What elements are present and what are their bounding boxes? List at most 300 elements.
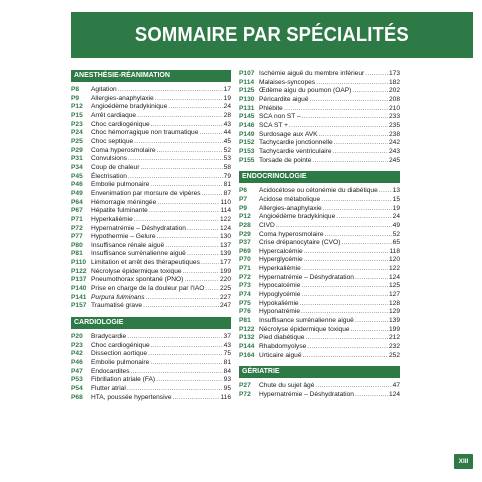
entry-page: 47 xyxy=(392,382,400,390)
entry-code: P137 xyxy=(71,276,87,284)
toc-entry[interactable] xyxy=(239,79,400,88)
entry-title: Hyponatrémie xyxy=(259,308,301,316)
leader-dots xyxy=(173,394,220,403)
entry-code: P153 xyxy=(239,147,255,155)
toc-entry[interactable] xyxy=(239,308,400,317)
title-banner xyxy=(71,12,473,58)
entry-page: 15 xyxy=(392,195,400,203)
leader-dots xyxy=(304,248,389,257)
leader-dots xyxy=(289,122,388,131)
toc-entry[interactable] xyxy=(71,259,231,268)
toc-entry[interactable] xyxy=(71,173,231,182)
entry-title: Chute du sujet âgé xyxy=(259,382,315,390)
entry-title: Rhabdomyolyse xyxy=(259,343,307,351)
leader-dots xyxy=(127,385,223,394)
leader-dots xyxy=(301,308,388,317)
toc-entry[interactable] xyxy=(71,112,231,121)
entry-page: 242 xyxy=(388,139,400,147)
toc-entry[interactable] xyxy=(239,300,400,309)
toc-entry[interactable] xyxy=(239,113,400,122)
entry-title: SCA non ST – xyxy=(259,113,301,121)
entry-page: 139 xyxy=(219,250,231,258)
entry-code: P132 xyxy=(239,334,255,342)
entry-page: 65 xyxy=(392,239,400,247)
entry-page: 235 xyxy=(388,121,400,129)
leader-dots xyxy=(157,147,223,156)
toc-entry[interactable] xyxy=(239,213,400,222)
toc-entry[interactable] xyxy=(71,207,231,216)
entry-title: Nécrolyse épidermique toxique xyxy=(259,325,350,333)
entry-code: P20 xyxy=(71,333,83,341)
leader-dots xyxy=(341,239,391,248)
toc-entry[interactable] xyxy=(239,265,400,274)
entry-page: 84 xyxy=(223,367,231,375)
toc-entry[interactable] xyxy=(71,181,231,190)
toc-entry[interactable] xyxy=(71,164,231,173)
toc-entry[interactable] xyxy=(239,131,400,140)
leader-dots xyxy=(316,79,388,88)
entry-title: Électrisation xyxy=(91,172,127,180)
toc-entry[interactable] xyxy=(239,222,400,231)
entry-code: P140 xyxy=(71,285,87,293)
entry-code: P71 xyxy=(239,265,251,273)
entry-title: Insuffisance surrénalienne aiguë xyxy=(259,317,354,325)
entry-page: 227 xyxy=(219,293,231,301)
entry-page: 49 xyxy=(392,221,400,229)
toc-entry[interactable] xyxy=(239,326,400,335)
entry-title: Œdème aigu du poumon (OAP) xyxy=(259,87,352,95)
entry-title: Choc septique xyxy=(91,137,134,145)
leader-dots xyxy=(140,164,222,173)
toc-entry[interactable] xyxy=(71,276,231,285)
entry-title: Urticaire aiguë xyxy=(259,351,302,359)
entry-code: P157 xyxy=(71,302,87,310)
entry-title: Surdosage aux AVK xyxy=(259,130,318,138)
toc-entry[interactable] xyxy=(71,216,231,225)
entry-title: Flutter atrial xyxy=(91,385,126,392)
entry-code: P28 xyxy=(239,221,251,229)
section-heading: ANESTHÉSIE-RÉANIMATION xyxy=(71,70,231,82)
entry-title: Choc cardiogénique xyxy=(91,341,150,349)
entry-title: SCA ST + xyxy=(259,121,289,129)
entry-code: P12 xyxy=(71,103,83,111)
entry-page: 53 xyxy=(223,155,231,163)
entry-code: P12 xyxy=(239,213,251,221)
entry-code: P53 xyxy=(71,376,83,384)
entry-title: Ischémie aiguë du membre inférieur xyxy=(259,70,365,77)
entry-page: 19 xyxy=(223,94,231,102)
entry-page: 81 xyxy=(223,181,231,189)
entry-code: P54 xyxy=(71,385,83,392)
entry-page: 225 xyxy=(219,285,231,293)
entry-title: Limitation et arrêt des thérapeutiques xyxy=(91,259,200,267)
entry-page: 75 xyxy=(223,350,231,358)
leader-dots xyxy=(284,105,388,114)
toc-entry[interactable] xyxy=(239,391,400,400)
leader-dots xyxy=(157,199,219,208)
entry-code: P45 xyxy=(71,172,83,180)
entry-code: P8 xyxy=(71,86,80,93)
toc-entry[interactable] xyxy=(71,121,231,130)
entry-title: Malaises-syncopes xyxy=(259,78,316,86)
entry-title: Hémorragie méningée xyxy=(91,198,157,206)
entry-title: Allergies-anaphylaxie xyxy=(259,204,322,212)
entry-title: Coma hyperosmolaire xyxy=(259,230,324,238)
leader-dots xyxy=(205,285,219,294)
section-heading: ENDOCRINOLOGIE xyxy=(239,171,400,183)
entry-title: Insuffisance rénale aiguë xyxy=(91,241,165,249)
toc-entry[interactable] xyxy=(239,187,400,196)
leader-dots xyxy=(309,96,388,105)
entry-title: Embolie pulmonaire xyxy=(91,359,150,367)
entry-code: P23 xyxy=(71,120,83,128)
entry-title: Envenimation par morsure de vipères xyxy=(91,189,201,197)
entry-title: Angioédème bradykinique xyxy=(259,213,336,221)
entry-page: 130 xyxy=(219,233,231,241)
entry-code: P71 xyxy=(71,215,83,223)
section-heading: CARDIOLOGIE xyxy=(71,317,231,329)
entry-code: P6 xyxy=(239,187,248,195)
entry-title: Hypokaliémie xyxy=(259,299,299,307)
leader-dots xyxy=(155,95,223,104)
entry-code: P27 xyxy=(239,382,251,390)
entry-page: 210 xyxy=(388,104,400,112)
entry-code: P149 xyxy=(239,130,255,138)
toc-entry[interactable] xyxy=(239,317,400,326)
toc-entry[interactable] xyxy=(239,122,400,131)
toc-entry[interactable] xyxy=(71,385,231,394)
leader-dots xyxy=(301,282,388,291)
entry-code: P34 xyxy=(71,163,83,171)
leader-dots xyxy=(321,196,391,205)
toc-entry[interactable] xyxy=(239,274,400,283)
leader-dots xyxy=(302,113,388,122)
entry-code: P67 xyxy=(71,207,83,215)
leader-dots xyxy=(312,157,388,166)
entry-page: 124 xyxy=(219,224,231,232)
leader-dots xyxy=(134,138,223,147)
entry-page: 116 xyxy=(220,393,231,401)
toc-entry[interactable] xyxy=(239,282,400,291)
leader-dots xyxy=(156,376,223,385)
toc-entry[interactable] xyxy=(71,129,231,138)
entry-code: P9 xyxy=(239,204,248,212)
entry-title: Hypocalcémie xyxy=(259,282,301,290)
toc-entry[interactable] xyxy=(239,291,400,300)
leader-dots xyxy=(201,259,219,268)
leader-dots xyxy=(319,131,388,140)
toc-entry[interactable] xyxy=(71,138,231,147)
entry-code: P31 xyxy=(71,155,83,163)
leader-dots xyxy=(199,129,222,138)
toc-entry[interactable] xyxy=(71,394,231,403)
entry-code: P23 xyxy=(71,341,83,349)
leader-dots xyxy=(355,317,388,326)
entry-page: 137 xyxy=(219,241,231,249)
entry-title: Hyperglycémie xyxy=(259,256,303,264)
toc-entry[interactable] xyxy=(239,239,400,248)
entry-page: 182 xyxy=(388,78,400,86)
entry-page: 233 xyxy=(388,113,400,121)
leader-dots xyxy=(301,291,388,300)
entry-page: 45 xyxy=(223,137,231,145)
entry-page: 44 xyxy=(223,129,231,137)
entry-page: 232 xyxy=(388,343,400,351)
leader-dots xyxy=(165,242,219,251)
entry-code: P9 xyxy=(71,94,80,102)
entry-title: Crise drépanocytaire (CVO) xyxy=(259,239,341,247)
toc-entry[interactable] xyxy=(71,359,231,368)
toc-entry[interactable] xyxy=(239,148,400,157)
toc-entry[interactable] xyxy=(239,334,400,343)
leader-dots xyxy=(149,207,220,216)
entry-title: Acidose métabolique xyxy=(259,195,321,203)
entry-page: 220 xyxy=(219,276,231,284)
toc-entry[interactable] xyxy=(71,233,231,242)
toc-entry[interactable] xyxy=(71,199,231,208)
entry-code: P29 xyxy=(71,146,83,154)
toc-entry[interactable] xyxy=(239,157,400,166)
toc-entry[interactable] xyxy=(239,352,400,361)
entry-code: P152 xyxy=(239,139,255,147)
leader-dots xyxy=(336,213,391,222)
leader-dots xyxy=(118,86,223,95)
toc-entry[interactable] xyxy=(71,333,231,342)
leader-dots xyxy=(187,250,219,259)
entry-title: Insuffisance surrénalienne aiguë xyxy=(91,250,186,258)
entry-page: 208 xyxy=(388,95,400,103)
entry-code: P122 xyxy=(239,325,255,333)
entry-page: 252 xyxy=(388,351,400,359)
toc-entry[interactable] xyxy=(239,70,400,79)
entry-page: 128 xyxy=(388,299,400,307)
entry-page: 124 xyxy=(388,273,400,281)
entry-code: P7 xyxy=(239,195,248,203)
entry-code: P46 xyxy=(71,181,83,189)
toc-entry[interactable] xyxy=(71,147,231,156)
toc-entry[interactable] xyxy=(239,231,400,240)
entry-code: P146 xyxy=(239,121,255,129)
entry-title: Hypernatrémie – Déshydratation xyxy=(259,273,354,281)
toc-entry[interactable] xyxy=(71,103,231,112)
entry-code: P114 xyxy=(239,78,255,86)
entry-title: Hypernatrémie – Déshydratation xyxy=(91,224,186,232)
toc-entry[interactable] xyxy=(71,285,231,294)
toc-entry[interactable] xyxy=(71,268,231,277)
entry-title: Choc cardiogénique xyxy=(91,120,150,128)
leader-dots xyxy=(351,326,388,335)
leader-dots xyxy=(325,231,392,240)
entry-code: P145 xyxy=(239,113,255,121)
entry-page: 129 xyxy=(388,308,400,316)
leader-dots xyxy=(148,350,223,359)
entry-title: Hypoglycémie xyxy=(259,291,301,299)
entry-title: Hypercalcémie xyxy=(259,247,303,255)
entry-title: Torsade de pointe xyxy=(259,156,312,164)
toc-entry[interactable] xyxy=(239,196,400,205)
entry-page: 139 xyxy=(388,317,400,325)
entry-code: P29 xyxy=(239,230,251,238)
left-column xyxy=(71,70,231,402)
entry-page: 58 xyxy=(223,163,231,171)
page-number-badge: XIII xyxy=(454,454,473,469)
entry-code: P141 xyxy=(71,293,87,301)
entry-code: P64 xyxy=(71,198,83,206)
entry-title: Dissection aortique xyxy=(91,350,148,358)
toc-entry[interactable] xyxy=(239,139,400,148)
entry-code: P110 xyxy=(71,259,87,267)
toc-entry[interactable] xyxy=(71,250,231,259)
leader-dots xyxy=(323,205,392,214)
entry-code: P76 xyxy=(239,308,251,316)
toc-entry[interactable] xyxy=(71,302,231,311)
entry-title: Coup de chaleur xyxy=(91,163,140,171)
toc-entry[interactable] xyxy=(239,382,400,391)
leader-dots xyxy=(150,359,222,368)
entry-page: 79 xyxy=(223,172,231,180)
entry-title: Péricardite aiguë xyxy=(259,95,309,103)
toc-entry[interactable] xyxy=(239,256,400,265)
entry-code: P164 xyxy=(239,351,255,359)
leader-dots xyxy=(157,233,219,242)
leader-dots xyxy=(131,368,223,377)
entry-page: 199 xyxy=(219,267,231,275)
entry-page: 125 xyxy=(388,282,400,290)
toc-entry[interactable] xyxy=(71,242,231,251)
entry-page: 19 xyxy=(392,204,400,212)
entry-title: Agitation xyxy=(91,86,117,93)
toc-entry[interactable] xyxy=(239,96,400,105)
entry-title: Tachycardie ventriculaire xyxy=(259,147,332,155)
entry-page: 93 xyxy=(223,376,231,384)
entry-title: Tachycardie jonctionnelle xyxy=(259,139,333,147)
entry-page: 43 xyxy=(223,341,231,349)
leader-dots xyxy=(137,112,223,121)
entry-page: 43 xyxy=(223,120,231,128)
leader-dots xyxy=(315,382,391,391)
entry-code: P155 xyxy=(239,156,255,164)
entry-page: 52 xyxy=(392,230,400,238)
entry-page: 243 xyxy=(388,147,400,155)
entry-code: P25 xyxy=(71,137,83,145)
leader-dots xyxy=(151,121,223,130)
entry-page: 13 xyxy=(392,187,400,195)
entry-title: Fibrillation atriale (FA) xyxy=(91,376,156,384)
toc-entry[interactable] xyxy=(239,87,400,96)
section-heading: GÉRIATRIE xyxy=(239,366,400,378)
toc-entry[interactable] xyxy=(71,95,231,104)
toc-entry[interactable] xyxy=(239,343,400,352)
leader-dots xyxy=(127,333,222,342)
entry-title: Nécrolyse épidermique toxique xyxy=(91,267,182,275)
entry-page: 95 xyxy=(223,385,231,392)
leader-dots xyxy=(168,103,222,112)
toc-entry[interactable] xyxy=(71,190,231,199)
leader-dots xyxy=(128,155,223,164)
entry-title: Choc hémorragique non traumatique xyxy=(91,129,199,137)
leader-dots xyxy=(307,343,388,352)
entry-page: 28 xyxy=(223,111,231,119)
entry-title: Acidocétose ou cétonémie du diabétique xyxy=(259,187,378,195)
entry-code: P144 xyxy=(239,343,255,351)
leader-dots xyxy=(334,139,388,148)
leader-dots xyxy=(302,265,388,274)
leader-dots xyxy=(303,352,388,361)
leader-dots xyxy=(300,300,388,309)
entry-page: 17 xyxy=(223,86,231,93)
entry-title: Endocardites xyxy=(91,367,130,375)
leader-dots xyxy=(276,222,392,231)
toc-entry[interactable] xyxy=(71,225,231,234)
entry-code: P81 xyxy=(239,317,251,325)
entry-title: Phlébite xyxy=(259,104,283,112)
entry-code: P69 xyxy=(239,247,251,255)
entry-page: 24 xyxy=(223,103,231,111)
entry-page: 122 xyxy=(219,215,231,223)
toc-entry[interactable] xyxy=(71,294,231,303)
entry-page: 199 xyxy=(388,325,400,333)
toc-entry[interactable] xyxy=(71,368,231,377)
entry-page: 124 xyxy=(388,391,400,398)
entry-code: P81 xyxy=(71,250,83,258)
leader-dots xyxy=(333,148,388,157)
entry-page: 177 xyxy=(219,259,231,267)
entry-title: CIVD xyxy=(259,221,275,229)
entry-page: 81 xyxy=(223,359,231,367)
entry-page: 238 xyxy=(388,130,400,138)
entry-code: P74 xyxy=(239,291,251,299)
entry-code: P131 xyxy=(239,104,255,112)
leader-dots xyxy=(304,256,388,265)
entry-title: Purpura fulminans xyxy=(91,293,145,301)
toc-entry[interactable] xyxy=(71,155,231,164)
toc-entry[interactable] xyxy=(71,350,231,359)
toc-entry[interactable] xyxy=(239,105,400,114)
entry-page: 173 xyxy=(388,70,400,77)
entry-code: P46 xyxy=(71,359,83,367)
entry-title: Embolie pulmonaire xyxy=(91,181,150,189)
entry-code: P72 xyxy=(71,224,83,232)
entry-title: HTA, poussée hypertensive xyxy=(91,393,172,401)
entry-code: P37 xyxy=(239,239,251,247)
entry-page: 24 xyxy=(392,213,400,221)
entry-page: 245 xyxy=(388,156,400,164)
toc-entry[interactable] xyxy=(71,376,231,385)
leader-dots xyxy=(352,87,388,96)
entry-code: P24 xyxy=(71,129,83,137)
entry-page: 52 xyxy=(223,146,231,154)
toc-entry[interactable] xyxy=(239,205,400,214)
leader-dots xyxy=(146,294,219,303)
entry-title: Convulsions xyxy=(91,155,127,163)
toc-entry[interactable] xyxy=(71,86,231,95)
toc-entry[interactable] xyxy=(71,342,231,351)
entry-code: P15 xyxy=(71,111,83,119)
leader-dots xyxy=(134,216,219,225)
right-column xyxy=(239,70,400,400)
toc-entry[interactable] xyxy=(239,248,400,257)
entry-code: P122 xyxy=(71,267,87,275)
leader-dots xyxy=(187,225,219,234)
entry-page: 212 xyxy=(388,334,400,342)
entry-code: P75 xyxy=(239,299,251,307)
entry-code: P47 xyxy=(71,367,83,375)
leader-dots xyxy=(183,268,219,277)
entry-page: 127 xyxy=(388,291,400,299)
entry-title: Hypernatrémie – Déshydratation xyxy=(259,391,354,398)
entry-code: P68 xyxy=(71,393,83,401)
entry-page: 110 xyxy=(220,198,231,206)
